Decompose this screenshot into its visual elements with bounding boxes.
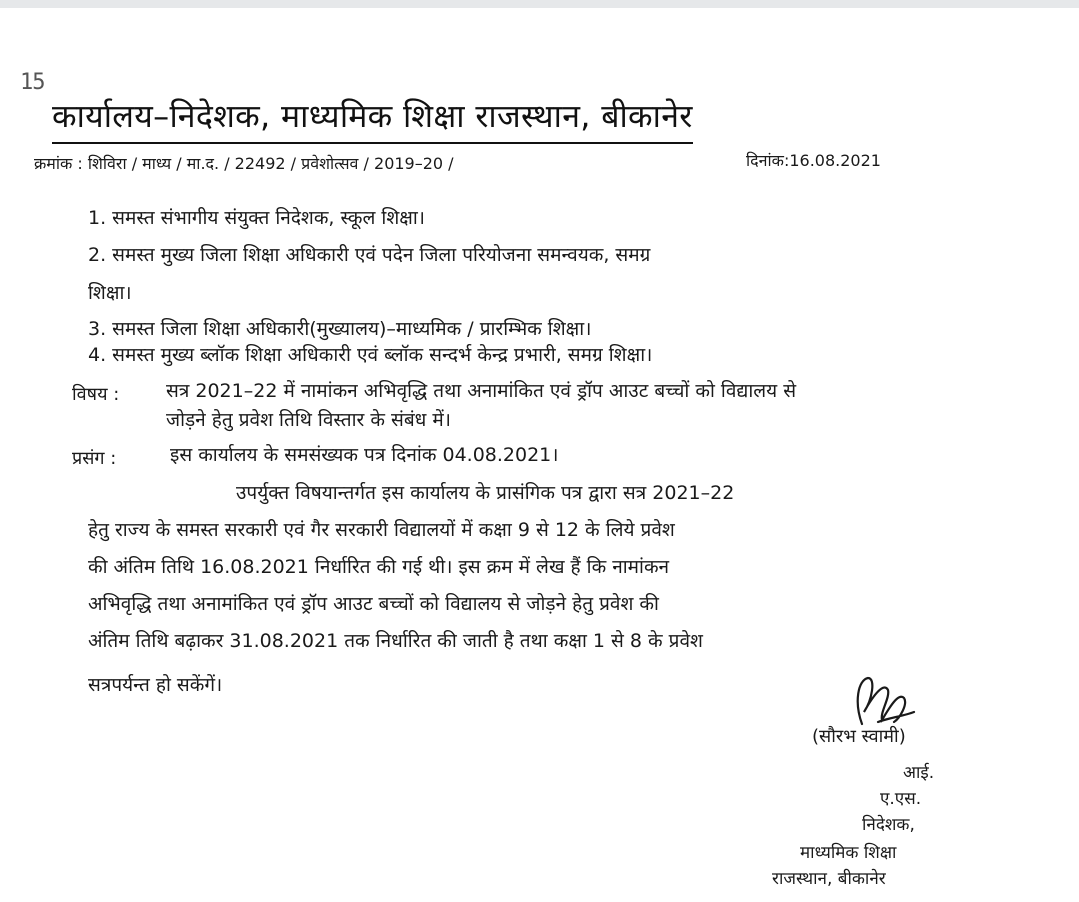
- handwritten-signature: [848, 672, 918, 732]
- signatory-name: (सौरभ स्वामी): [812, 726, 906, 747]
- addressee-2: 2. समस्त मुख्य जिला शिक्षा अधिकारी एवं पदेन जिला परियोजना समन्वयक, समग्र: [88, 244, 651, 266]
- signatory-line-2: ए.एस.: [880, 789, 922, 809]
- addressee-2-cont: शिक्षा।: [88, 282, 132, 304]
- letter-date: दिनांक:16.08.2021: [746, 151, 881, 170]
- subject-label: विषय :: [72, 384, 120, 405]
- reference-text: इस कार्यालय के समसंख्यक पत्र दिनांक 04.08.2021।: [170, 444, 559, 466]
- body-line-5: अंतिम तिथि बढ़ाकर 31.08.2021 तक निर्धारित की जाती है तथा कक्षा 1 से 8 के प्रवेश: [88, 630, 703, 652]
- addressee-4: 4. समस्त मुख्य ब्लॉक शिक्षा अधिकारी एवं ब्लॉक सन्दर्भ केन्द्र प्रभारी, समग्र शिक्षा।: [88, 344, 653, 366]
- signatory-department: माध्यमिक शिक्षा: [800, 843, 897, 863]
- page-marker: 15: [20, 70, 45, 95]
- reference-number: क्रमांक : शिविरा / माध्य / मा.द. / 22492 / प्रवेशोत्सव / 2019–20 /: [34, 154, 454, 173]
- addressee-1: 1. समस्त संभागीय संयुक्त निदेशक, स्कूल शिक्षा।: [88, 207, 425, 229]
- body-line-1: उपर्युक्त विषयान्तर्गत इस कार्यालय के प्रासंगिक पत्र द्वारा सत्र 2021–22: [236, 482, 735, 504]
- body-line-3: की अंतिम तिथि 16.08.2021 निर्धारित की गई थी। इस क्रम में लेख हैं कि नामांकन: [88, 556, 670, 578]
- top-strip: [0, 0, 1079, 8]
- subject-line-2: जोड़ने हेतु प्रवेश तिथि विस्तार के संबंध में।: [166, 409, 451, 431]
- signatory-designation: निदेशक,: [862, 815, 915, 835]
- subject-line-1: सत्र 2021–22 में नामांकन अभिवृद्धि तथा अनामांकित एवं ड्रॉप आउट बच्चों को विद्यालय से: [166, 380, 797, 402]
- body-line-2: हेतु राज्य के समस्त सरकारी एवं गैर सरकारी विद्यालयों में कक्षा 9 से 12 के लिये प्रवेश: [88, 519, 675, 541]
- addressee-3: 3. समस्त जिला शिक्षा अधिकारी(मुख्यालय)–माध्यमिक / प्रारम्भिक शिक्षा।: [88, 318, 592, 340]
- signatory-location: राजस्थान, बीकानेर: [772, 869, 886, 889]
- letterhead-title: कार्यालय–निदेशक, माध्यमिक शिक्षा राजस्थान, बीकानेर: [52, 96, 693, 144]
- body-line-4: अभिवृद्धि तथा अनामांकित एवं ड्रॉप आउट बच्चों को विद्यालय से जोड़ने हेतु प्रवेश की: [88, 593, 659, 615]
- signatory-line-1: आई.: [903, 763, 935, 783]
- reference-label: प्रसंग :: [72, 448, 117, 469]
- body-line-6: सत्रपर्यन्त हो सकेंगें।: [88, 674, 223, 696]
